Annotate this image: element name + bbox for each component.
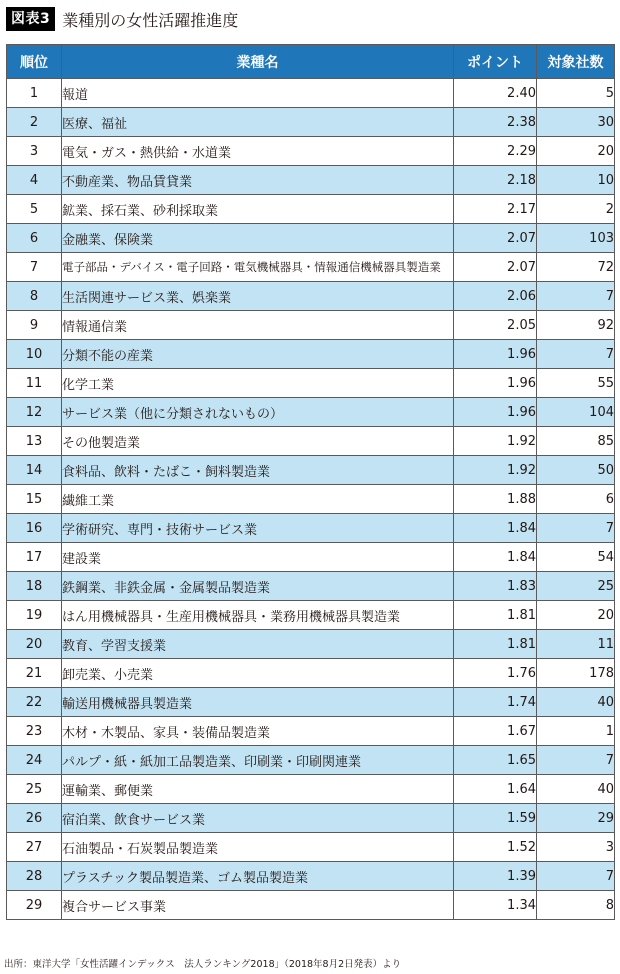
rank-cell: 21 bbox=[7, 659, 62, 688]
points-cell: 2.17 bbox=[454, 195, 537, 224]
table-row bbox=[7, 688, 615, 717]
table-row bbox=[7, 195, 615, 224]
count-cell: 20 bbox=[537, 137, 615, 166]
table-row bbox=[7, 137, 615, 166]
industry-cell: 不動産業、物品賃貸業 bbox=[62, 166, 454, 195]
rank-cell: 23 bbox=[7, 717, 62, 746]
rank-cell: 9 bbox=[7, 311, 62, 340]
rank-cell: 14 bbox=[7, 456, 62, 485]
table-row bbox=[7, 630, 615, 659]
header-count: 対象社数 bbox=[537, 45, 615, 79]
figure-title-bar bbox=[6, 7, 238, 31]
count-cell: 7 bbox=[537, 514, 615, 543]
rank-cell: 16 bbox=[7, 514, 62, 543]
rank-cell: 19 bbox=[7, 601, 62, 630]
table-row bbox=[7, 862, 615, 891]
rank-cell: 7 bbox=[7, 253, 62, 282]
table-row bbox=[7, 804, 615, 833]
rank-cell: 25 bbox=[7, 775, 62, 804]
table-row bbox=[7, 224, 615, 253]
table-row bbox=[7, 891, 615, 920]
table-header-row bbox=[7, 45, 615, 79]
industry-cell: 電子部品・デバイス・電子回路・電気機械器具・情報通信機械器具製造業 bbox=[62, 253, 454, 282]
points-cell: 1.96 bbox=[454, 369, 537, 398]
figure-label: 図表3 bbox=[6, 7, 55, 31]
table-row bbox=[7, 746, 615, 775]
rank-cell: 17 bbox=[7, 543, 62, 572]
table-row bbox=[7, 514, 615, 543]
count-cell: 55 bbox=[537, 369, 615, 398]
count-cell: 29 bbox=[537, 804, 615, 833]
count-cell: 92 bbox=[537, 311, 615, 340]
industry-cell: 分類不能の産業 bbox=[62, 340, 454, 369]
table-row bbox=[7, 166, 615, 195]
count-cell: 7 bbox=[537, 282, 615, 311]
header-points: ポイント bbox=[454, 45, 537, 79]
source-note: 出所：東洋大学「女性活躍インデックス 法人ランキング2018」（2018年8月2日発表）より bbox=[4, 959, 402, 970]
count-cell: 20 bbox=[537, 601, 615, 630]
industry-cell: 教育、学習支援業 bbox=[62, 630, 454, 659]
count-cell: 30 bbox=[537, 108, 615, 137]
rank-cell: 13 bbox=[7, 427, 62, 456]
table-row bbox=[7, 340, 615, 369]
header-industry: 業種名 bbox=[62, 45, 454, 79]
table-row bbox=[7, 485, 615, 514]
points-cell: 1.67 bbox=[454, 717, 537, 746]
count-cell: 10 bbox=[537, 166, 615, 195]
points-cell: 1.83 bbox=[454, 572, 537, 601]
table-row bbox=[7, 775, 615, 804]
table-row bbox=[7, 572, 615, 601]
industry-cell: 生活関連サービス業、娯楽業 bbox=[62, 282, 454, 311]
rank-cell: 27 bbox=[7, 833, 62, 862]
points-cell: 1.64 bbox=[454, 775, 537, 804]
count-cell: 7 bbox=[537, 340, 615, 369]
industry-cell: 運輸業、郵便業 bbox=[62, 775, 454, 804]
industry-cell: 金融業、保険業 bbox=[62, 224, 454, 253]
industry-cell: 木材・木製品、家具・装備品製造業 bbox=[62, 717, 454, 746]
rank-cell: 18 bbox=[7, 572, 62, 601]
rank-cell: 26 bbox=[7, 804, 62, 833]
table-row bbox=[7, 543, 615, 572]
industry-cell: 宿泊業、飲食サービス業 bbox=[62, 804, 454, 833]
rank-cell: 3 bbox=[7, 137, 62, 166]
rank-cell: 20 bbox=[7, 630, 62, 659]
count-cell: 2 bbox=[537, 195, 615, 224]
points-cell: 1.52 bbox=[454, 833, 537, 862]
points-cell: 1.88 bbox=[454, 485, 537, 514]
industry-cell: 繊維工業 bbox=[62, 485, 454, 514]
points-cell: 1.96 bbox=[454, 340, 537, 369]
industry-cell: はん用機械器具・生産用機械器具・業務用機械器具製造業 bbox=[62, 601, 454, 630]
rank-cell: 28 bbox=[7, 862, 62, 891]
industry-cell: 鉄鋼業、非鉄金属・金属製品製造業 bbox=[62, 572, 454, 601]
table-row bbox=[7, 369, 615, 398]
points-cell: 2.40 bbox=[454, 79, 537, 108]
table-row bbox=[7, 833, 615, 862]
industry-cell: 石油製品・石炭製品製造業 bbox=[62, 833, 454, 862]
count-cell: 11 bbox=[537, 630, 615, 659]
table-row bbox=[7, 398, 615, 427]
table-row bbox=[7, 253, 615, 282]
points-cell: 1.34 bbox=[454, 891, 537, 920]
rank-cell: 8 bbox=[7, 282, 62, 311]
count-cell: 7 bbox=[537, 862, 615, 891]
rank-cell: 29 bbox=[7, 891, 62, 920]
table-row bbox=[7, 311, 615, 340]
industry-cell: その他製造業 bbox=[62, 427, 454, 456]
industry-cell: 建設業 bbox=[62, 543, 454, 572]
points-cell: 1.92 bbox=[454, 456, 537, 485]
points-cell: 1.65 bbox=[454, 746, 537, 775]
count-cell: 103 bbox=[537, 224, 615, 253]
rank-cell: 4 bbox=[7, 166, 62, 195]
count-cell: 104 bbox=[537, 398, 615, 427]
rank-cell: 6 bbox=[7, 224, 62, 253]
rank-cell: 1 bbox=[7, 79, 62, 108]
count-cell: 3 bbox=[537, 833, 615, 862]
count-cell: 6 bbox=[537, 485, 615, 514]
rank-cell: 5 bbox=[7, 195, 62, 224]
points-cell: 2.06 bbox=[454, 282, 537, 311]
table-row bbox=[7, 601, 615, 630]
industry-cell: 食料品、飲料・たばこ・飼料製造業 bbox=[62, 456, 454, 485]
points-cell: 1.84 bbox=[454, 543, 537, 572]
points-cell: 2.07 bbox=[454, 253, 537, 282]
industry-cell: 複合サービス事業 bbox=[62, 891, 454, 920]
rank-cell: 11 bbox=[7, 369, 62, 398]
points-cell: 2.05 bbox=[454, 311, 537, 340]
ranking-table bbox=[6, 44, 615, 920]
industry-cell: 輸送用機械器具製造業 bbox=[62, 688, 454, 717]
rank-cell: 22 bbox=[7, 688, 62, 717]
count-cell: 54 bbox=[537, 543, 615, 572]
points-cell: 1.96 bbox=[454, 398, 537, 427]
points-cell: 1.81 bbox=[454, 630, 537, 659]
industry-cell: パルプ・紙・紙加工品製造業、印刷業・印刷関連業 bbox=[62, 746, 454, 775]
rank-cell: 10 bbox=[7, 340, 62, 369]
points-cell: 2.29 bbox=[454, 137, 537, 166]
points-cell: 1.81 bbox=[454, 601, 537, 630]
table-row bbox=[7, 717, 615, 746]
count-cell: 85 bbox=[537, 427, 615, 456]
count-cell: 40 bbox=[537, 775, 615, 804]
table-row bbox=[7, 427, 615, 456]
rank-cell: 12 bbox=[7, 398, 62, 427]
points-cell: 1.76 bbox=[454, 659, 537, 688]
industry-cell: 医療、福祉 bbox=[62, 108, 454, 137]
industry-cell: 学術研究、専門・技術サービス業 bbox=[62, 514, 454, 543]
points-cell: 2.38 bbox=[454, 108, 537, 137]
table-row bbox=[7, 456, 615, 485]
table-row bbox=[7, 659, 615, 688]
count-cell: 8 bbox=[537, 891, 615, 920]
rank-cell: 2 bbox=[7, 108, 62, 137]
industry-cell: 報道 bbox=[62, 79, 454, 108]
rank-cell: 24 bbox=[7, 746, 62, 775]
industry-cell: 電気・ガス・熱供給・水道業 bbox=[62, 137, 454, 166]
table-row bbox=[7, 282, 615, 311]
rank-cell: 15 bbox=[7, 485, 62, 514]
points-cell: 1.59 bbox=[454, 804, 537, 833]
industry-cell: プラスチック製品製造業、ゴム製品製造業 bbox=[62, 862, 454, 891]
points-cell: 1.39 bbox=[454, 862, 537, 891]
count-cell: 7 bbox=[537, 746, 615, 775]
industry-cell: 鉱業、採石業、砂利採取業 bbox=[62, 195, 454, 224]
points-cell: 1.74 bbox=[454, 688, 537, 717]
points-cell: 1.84 bbox=[454, 514, 537, 543]
count-cell: 72 bbox=[537, 253, 615, 282]
count-cell: 1 bbox=[537, 717, 615, 746]
count-cell: 178 bbox=[537, 659, 615, 688]
count-cell: 25 bbox=[537, 572, 615, 601]
table-row bbox=[7, 108, 615, 137]
points-cell: 2.07 bbox=[454, 224, 537, 253]
figure-title: 業種別の女性活躍推進度 bbox=[62, 10, 239, 30]
industry-cell: 情報通信業 bbox=[62, 311, 454, 340]
table-row bbox=[7, 79, 615, 108]
count-cell: 50 bbox=[537, 456, 615, 485]
industry-cell: 卸売業、小売業 bbox=[62, 659, 454, 688]
industry-cell: 化学工業 bbox=[62, 369, 454, 398]
points-cell: 2.18 bbox=[454, 166, 537, 195]
points-cell: 1.92 bbox=[454, 427, 537, 456]
count-cell: 40 bbox=[537, 688, 615, 717]
industry-cell: サービス業（他に分類されないもの） bbox=[62, 398, 454, 427]
header-rank: 順位 bbox=[7, 45, 62, 79]
count-cell: 5 bbox=[537, 79, 615, 108]
